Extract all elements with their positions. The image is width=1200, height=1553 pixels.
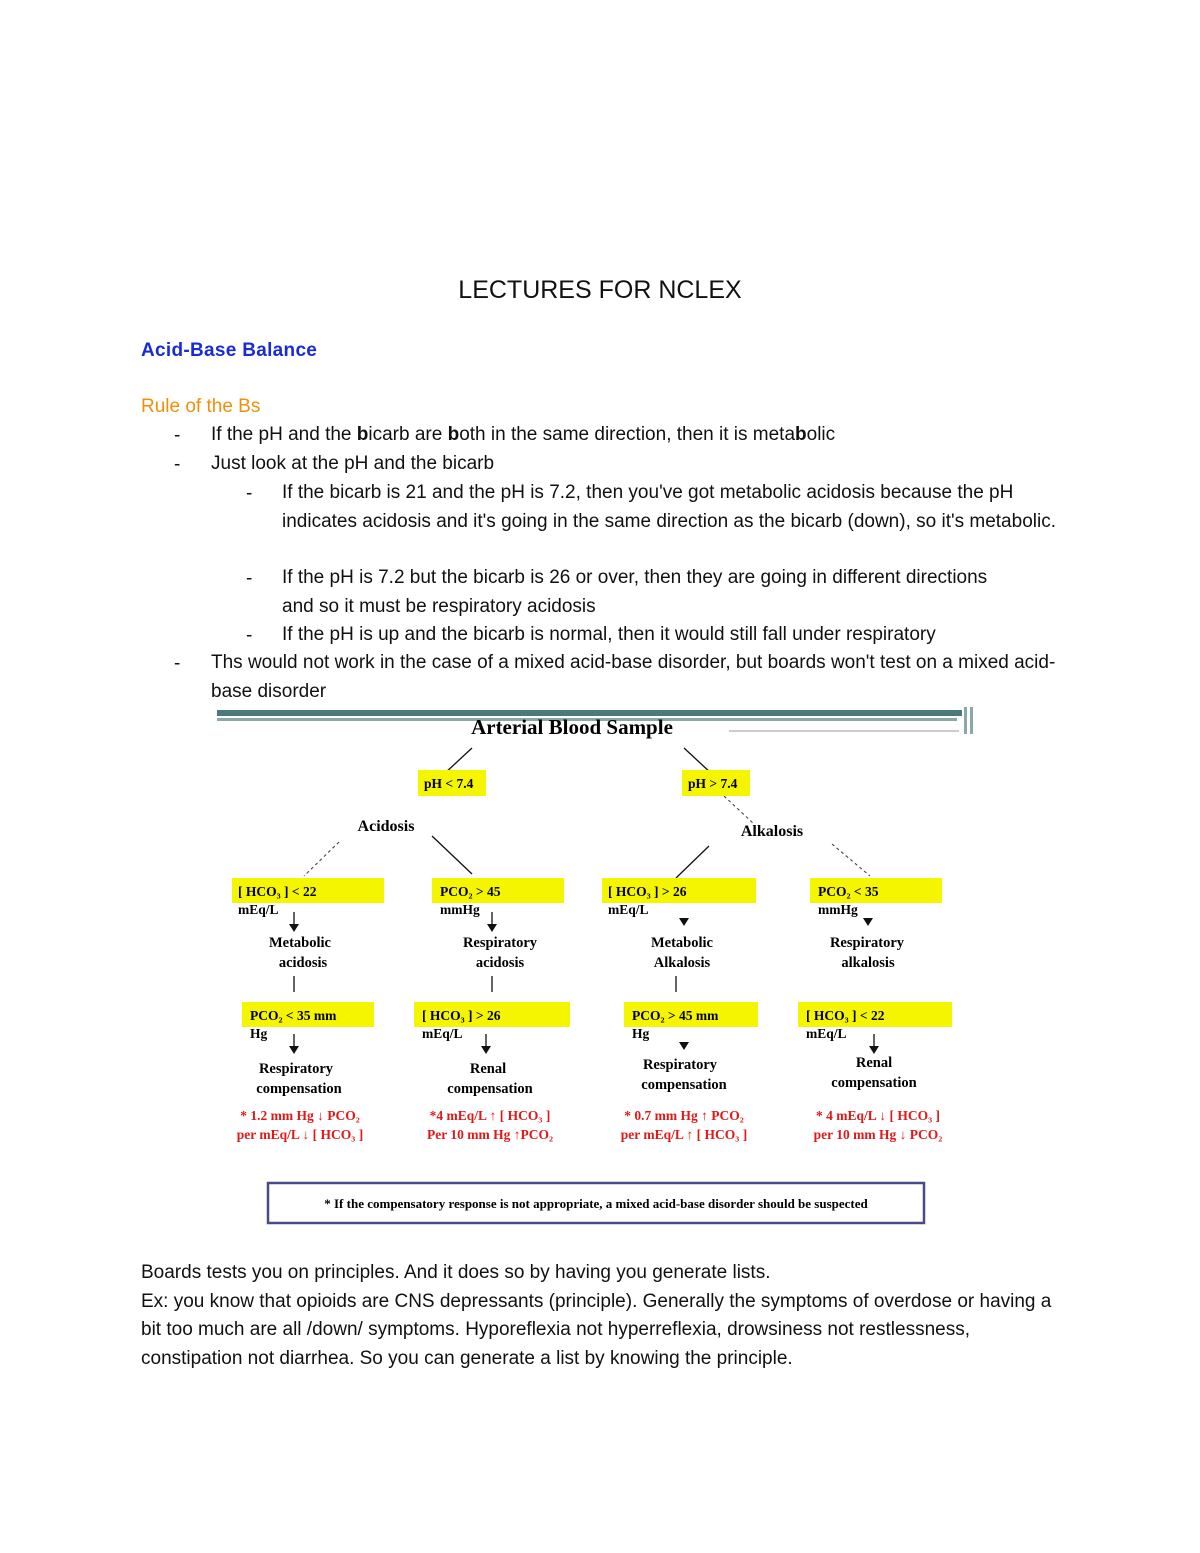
col2-red1: *4 mEq/L ↑ [ HCO₃ ]	[429, 1108, 551, 1123]
header-band	[964, 707, 967, 734]
ph-low: pH < 7.4	[424, 776, 474, 791]
col1-comp1: Respiratory	[258, 1061, 334, 1077]
col4-cond1b: mmHg	[818, 902, 858, 917]
col3-cond2b: Hg	[632, 1026, 650, 1041]
ph-high: pH > 7.4	[688, 776, 738, 791]
bullet-2: Just look at the pH and the bicarb	[211, 453, 495, 474]
col1-comp2: compensation	[256, 1081, 342, 1097]
bullet-dash: -	[174, 653, 181, 674]
col1-cond1b: mEq/L	[238, 902, 279, 917]
col2-cond2: [ HCO₃ ] > 26	[422, 1008, 501, 1023]
col3-result1: Metabolic	[650, 935, 714, 951]
diagram-header: Arterial Blood Sample	[471, 715, 673, 739]
col1-cond1: [ HCO₃ ] < 22	[238, 884, 317, 899]
col1-cond2b: Hg	[250, 1026, 268, 1041]
col2-red2: Per 10 mm Hg ↑PCO₂	[426, 1127, 554, 1142]
page-title: LECTURES FOR NCLEX	[458, 276, 742, 304]
col2-result2: acidosis	[475, 955, 525, 971]
col4-comp2: compensation	[831, 1075, 917, 1091]
col4-red2: per 10 mm Hg ↓ PCO₂	[813, 1127, 943, 1142]
header-band	[729, 730, 959, 732]
col1-red1: * 1.2 mm Hg ↓ PCO₂	[240, 1108, 360, 1123]
bullet-dash: -	[246, 483, 253, 504]
col2-comp1: Renal	[469, 1061, 507, 1077]
col2-result1: Respiratory	[462, 935, 538, 951]
bullet-dash: -	[174, 425, 181, 446]
bullet-dash: -	[246, 625, 253, 646]
bullet-1: If the pH and the bicarb are both in the same direction, then it is metabolic	[211, 424, 836, 445]
col2-cond2b: mEq/L	[422, 1026, 463, 1041]
col4-red1: * 4 mEq/L ↓ [ HCO₃ ]	[815, 1108, 941, 1123]
col4-cond2: [ HCO₃ ] < 22	[806, 1008, 885, 1023]
bullet-dash: -	[174, 454, 181, 475]
col3-cond1b: mEq/L	[608, 902, 649, 917]
col4-comp1: Renal	[855, 1055, 893, 1071]
bullet-2a: If the bicarb is 21 and the pH is 7.2, then you've got metabolic acidosis because the pH indicates acidosis and it's going in the same direction as the bicarb (down), so it's metabolic.	[282, 482, 1056, 532]
alkalosis-label: Alkalosis	[740, 823, 804, 840]
col2-cond1: PCO₂ > 45	[440, 884, 501, 899]
col4-result1: Respiratory	[829, 935, 905, 951]
col3-cond1: [ HCO₃ ] > 26	[608, 884, 687, 899]
acidosis-label: Acidosis	[357, 818, 415, 835]
col4-cond2b: mEq/L	[806, 1026, 847, 1041]
subheading: Rule of the Bs	[141, 396, 261, 417]
col3-comp2: compensation	[641, 1077, 727, 1093]
paragraph-line-2: Ex: you know that opioids are CNS depressants (principle). Generally the symptoms of overdose or having a bit too much are all /down/ symptoms. Hyporeflexia not hyperreflexia, drowsiness not restlessness, constipation not diarrhea. So you can generate a list by knowing the principle.	[141, 1290, 1052, 1369]
col1-red2: per mEq/L ↓ [ HCO₃ ]	[236, 1127, 364, 1142]
section-heading: Acid-Base Balance	[141, 340, 318, 361]
paragraph-line-1: Boards tests you on principles. And it does so by having you generate lists.	[141, 1262, 771, 1283]
col4-result2: alkalosis	[841, 955, 895, 971]
bullet-dash: -	[246, 568, 253, 589]
col3-cond2: PCO₂ > 45 mm	[632, 1008, 719, 1023]
col4-cond1: PCO₂ < 35	[818, 884, 879, 899]
bullet-3: Ths would not work in the case of a mixed acid-base disorder, but boards won't test on a mixed acid-base disorder	[211, 652, 1056, 702]
col3-result2: Alkalosis	[653, 955, 711, 971]
col3-red2: per mEq/L ↑ [ HCO₃ ]	[620, 1127, 748, 1142]
col1-result2: acidosis	[278, 955, 328, 971]
col1-result1: Metabolic	[268, 935, 332, 951]
col2-cond1b: mmHg	[440, 902, 480, 917]
col3-red1: * 0.7 mm Hg ↑ PCO₂	[624, 1108, 744, 1123]
bullet-2c: If the pH is up and the bicarb is normal, then it would still fall under respiratory	[282, 624, 936, 645]
header-band	[970, 707, 973, 734]
closing-paragraph	[141, 1259, 1061, 1373]
note-text: * If the compensatory response is not appropriate, a mixed acid-base disorder should be suspected	[324, 1196, 868, 1211]
col1-cond2: PCO₂ < 35 mm	[250, 1008, 337, 1023]
col3-comp1: Respiratory	[642, 1057, 718, 1073]
col2-comp2: compensation	[447, 1081, 533, 1097]
bullet-2b: If the pH is 7.2 but the bicarb is 26 or over, then they are going in different directions and so it must be respiratory acidosis	[282, 567, 988, 617]
acid-base-flowchart	[214, 704, 992, 1226]
